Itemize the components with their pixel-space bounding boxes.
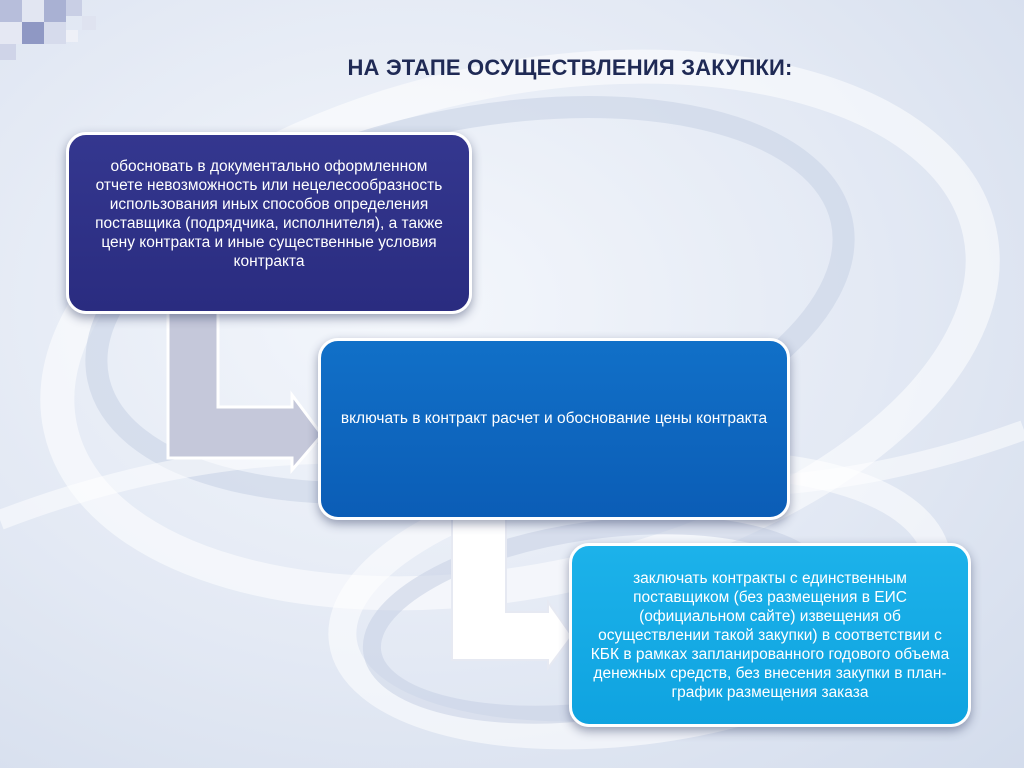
step-3-box (569, 543, 971, 727)
page-title: НА ЭТАПЕ ОСУЩЕСТВЛЕНИЯ ЗАКУПКИ: (347, 55, 793, 80)
corner-squares-logo (0, 0, 140, 60)
step-2-box (318, 338, 790, 520)
step-1-text: обосновать в документально оформленном отчете невозможность или нецелесообразность использования иных способов определения поставщика (подрядчика, исполнителя), а также цену контракта и иные существенные условия контракта (95, 158, 443, 270)
step-2-text: включать в контракт расчет и обоснование цены контракта (340, 410, 768, 427)
step-1-box (66, 132, 472, 314)
step-3-text: заключать контракты с единственным поставщиком (без размещения в ЕИС (официальном сайте) извещения об осуществлении такой закупки) в соответствии с КБК в рамках запланированного годового объема денежных средств, без внесения закупки в план-график размещения заказа (590, 569, 950, 701)
